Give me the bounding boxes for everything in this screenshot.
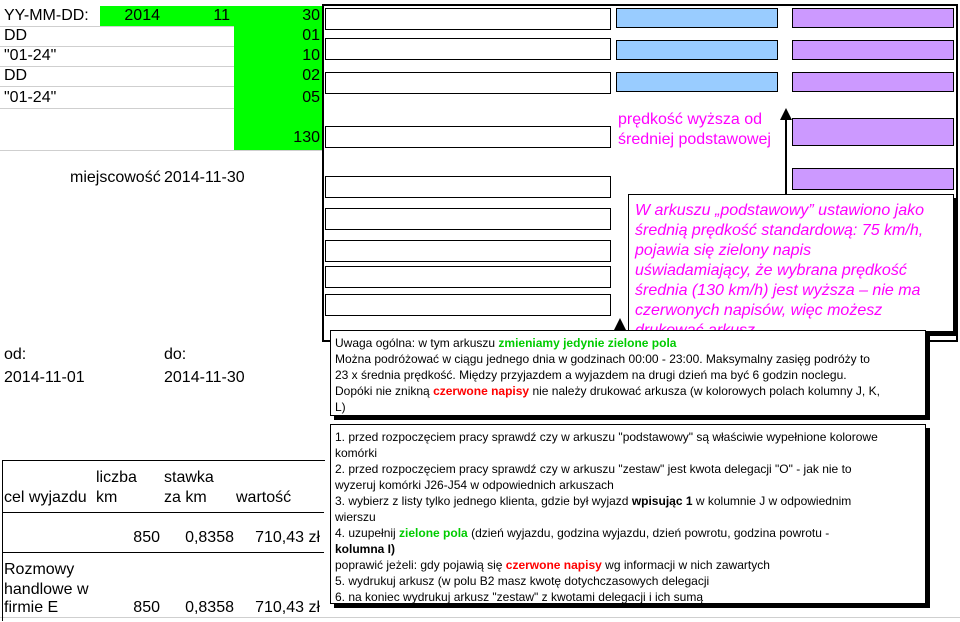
row1-value: 710,43 zł [255,529,320,546]
speed-value: 130 [293,129,320,146]
comment-line-6: czerwonych napisów, więc możesz [635,302,883,319]
year-value: 2014 [124,7,160,24]
value-header: wartość [236,489,292,506]
km-header-2: km [96,489,118,506]
from-label: od: [4,346,27,363]
step-3: 3. wybierz z listy tylko jednego klienta, gdzie był wyjazd wpisując 1 w kolumnie J w odpowiednim [335,494,852,508]
row2-purpose-1: Rozmowy [4,561,75,578]
comment-line-3: pojawia się zielony napis [635,242,812,259]
place-label: miejscowość [70,169,161,186]
note-line-4: Dopóki nie znikną czerwone napisy nie należy drukować arkusza (w kolorowych polach kolumny J, K, [335,384,880,398]
rate-header-1: stawka [164,469,214,486]
field-box-2[interactable] [325,38,611,60]
field-box-6[interactable] [325,208,611,230]
dd-label: DD [4,27,28,44]
step-2: 2. przed rozpoczęciem pracy sprawdź czy w arkuszu "zestaw" jest kwota delegacji "O" - jak nie to [335,462,852,476]
speed-note-1: prędkość wyższa od [618,111,763,128]
blue-cell-2[interactable] [616,40,778,60]
comment-line-2: średnią prędkość standardową: 75 km/h, [635,222,924,239]
to-label: do: [164,346,187,363]
row1-rate: 0,8358 [185,529,234,546]
field-box-9[interactable] [325,294,611,316]
rate-header-2: za km [164,489,207,506]
dd-label-2: DD [4,67,28,84]
to-date: 2014-11-30 [164,369,245,386]
arrow-icon [776,108,796,204]
km-header-1: liczba [96,469,137,486]
date-label: YY-MM-DD: [4,7,89,24]
field-box-1[interactable] [325,8,611,30]
note-line-5: L) [335,400,346,414]
row2-rate: 0,8358 [185,599,234,616]
step-4d: kolumna I) [335,542,396,556]
place-date: 2014-11-30 [164,169,245,186]
row2-purpose-2: handlowe w [4,581,89,598]
from-date: 2014-11-01 [4,369,85,386]
row2-km: 850 [133,599,160,616]
purple-cell-2[interactable] [792,40,954,60]
row1-km: 850 [133,529,160,546]
row2-value: 710,43 zł [255,599,320,616]
field-box-4[interactable] [325,126,611,148]
step-1b: komórki [335,446,378,460]
comment-line-5: średnia (130 km/h) jest wyższa – nie ma [635,282,921,299]
return-hour-value: 05 [302,89,320,106]
field-box-8[interactable] [325,266,611,288]
field-box-5[interactable] [325,176,611,198]
note-line-1: Uwaga ogólna: w tym arkuszu zmieniamy jedynie zielone pola [335,336,677,350]
comment-line-1: W arkuszu „podstawowy” ustawiono jako [635,202,925,219]
purple-cell-5[interactable] [792,168,954,190]
comment-box [628,194,954,332]
month-value: 11 [213,7,230,24]
row2-purpose-3: firmie E [4,599,59,616]
steps-box [330,424,926,604]
field-box-3[interactable] [325,72,611,94]
purple-cell-1[interactable] [792,8,954,28]
step-3d: wierszu [335,510,376,524]
departure-hour-value: 10 [302,47,320,64]
hour-label: "01-24" [4,47,57,64]
departure-day-value: 01 [302,27,320,44]
note-line-2: Można podróżować w ciągu jednego dnia w godzinach 00:00 - 23:00. Maksymalny zasięg podróży to [335,352,870,366]
comment-line-4: uświadamiający, że wybrana prędkość [635,262,907,279]
step-2b: wyzeruj komórki J26-J54 w odpowiednich arkuszach [335,478,614,492]
blue-cell-1[interactable] [616,8,778,28]
step-6: 6. na koniec wydrukuj arkusz "zestaw" z kwotami delegacji i ich sumą [335,590,704,604]
purple-cell-4[interactable] [792,118,954,146]
speed-note-2: średniej podstawowej [618,131,771,148]
field-box-7[interactable] [325,240,611,262]
step-4e: popraw​ić jeżeli: gdy pojawią się czerwone napisy wg informacji w nich zawartych [335,558,770,572]
day-value: 30 [302,7,320,24]
hour-label-2: "01-24" [4,89,57,106]
purpose-header: cel wyjazdu [4,489,87,506]
note-line-3: 23 x średnia prędkość. Między przyjazdem a wyjazdem na drugi dzień ma być 6 godzin noclegu. [335,368,847,382]
blue-cell-3[interactable] [616,72,778,92]
return-day-value: 02 [302,67,320,84]
step-4: 4. uzupełnij zielone pola (dzień wyjazdu, godzina wyjazdu, dzień powrotu, godzina powrotu - [335,526,830,540]
purple-cell-3[interactable] [792,72,954,92]
step-1: 1. przed rozpoczęciem pracy sprawdź czy w arkuszu "podstawowy" są właściwie wypełnione kolorowe [335,430,878,444]
notes-box [330,330,926,416]
step-5: 5. wydrukuj arkusz (w polu B2 masz kwotę dotychczasowych delegacji [335,574,710,588]
